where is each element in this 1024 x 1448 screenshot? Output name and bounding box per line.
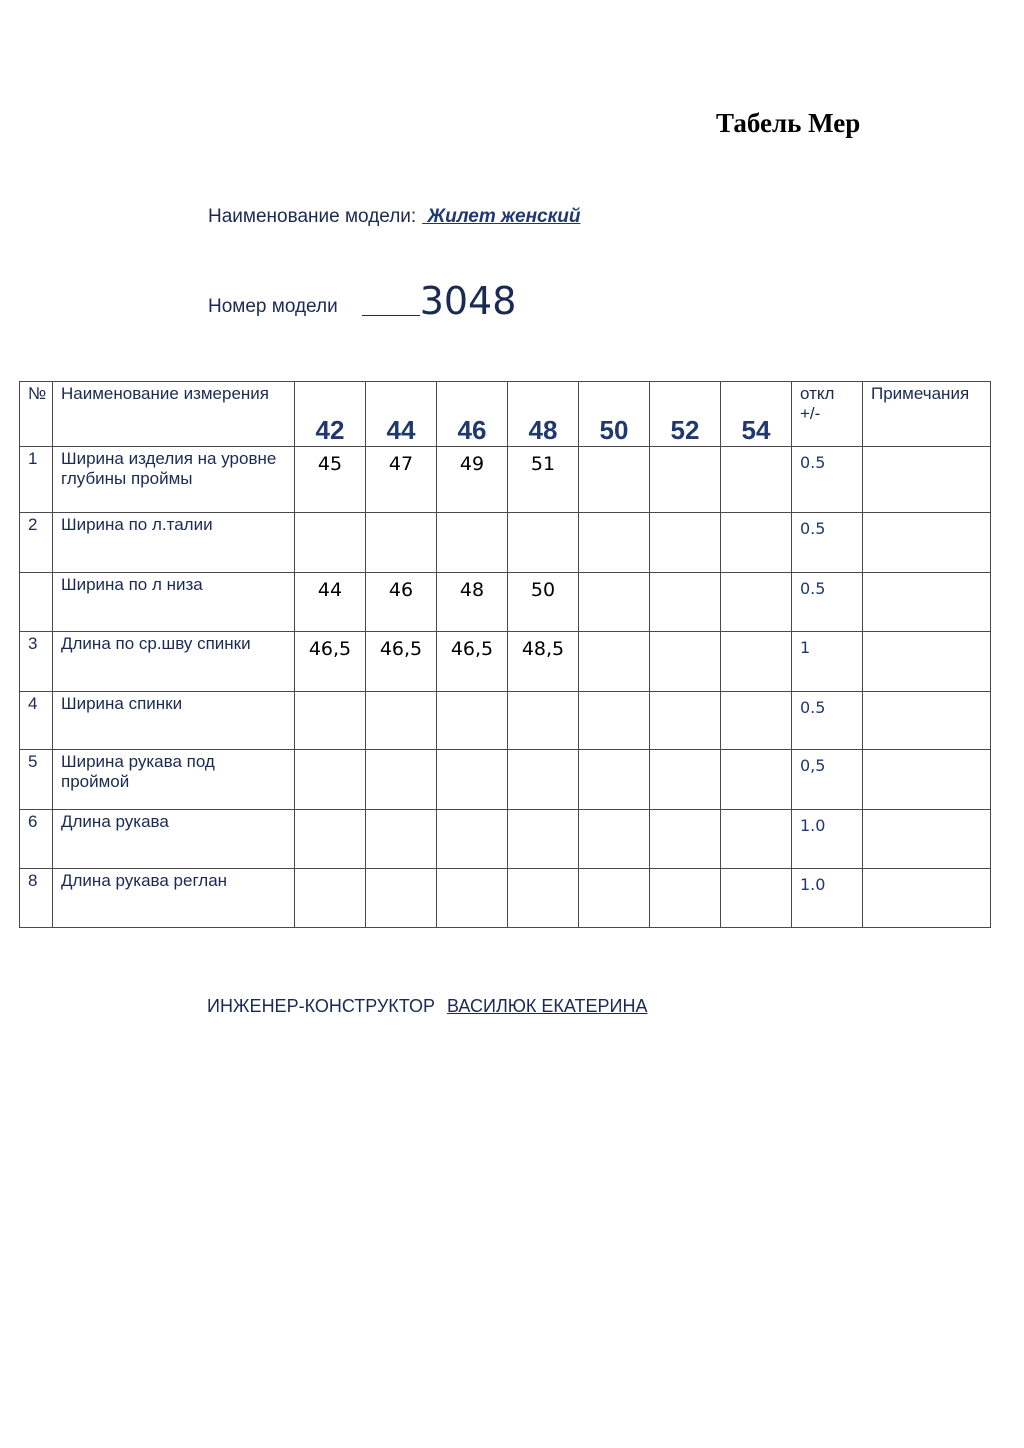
row-size-value <box>508 513 579 573</box>
footer-engineer-name: ВАСИЛЮК ЕКАТЕРИНА <box>446 996 648 1016</box>
model-number-value: 3048 <box>419 279 517 323</box>
row-number: 8 <box>20 869 53 928</box>
model-name-label: Наименование модели: <box>208 206 417 227</box>
footer-signature <box>207 996 647 1017</box>
row-size-value <box>650 632 721 692</box>
row-number: 2 <box>20 513 53 573</box>
row-size-value <box>650 810 721 869</box>
header-size: 44 <box>366 382 437 447</box>
table-row <box>20 869 991 928</box>
table-header-row <box>20 382 991 447</box>
row-size-value <box>650 750 721 810</box>
header-size: 54 <box>721 382 792 447</box>
row-size-value: 48,5 <box>508 632 579 692</box>
table-row <box>20 692 991 750</box>
row-size-value <box>721 573 792 632</box>
row-size-value <box>721 869 792 928</box>
row-size-value <box>579 513 650 573</box>
row-size-value: 46,5 <box>366 632 437 692</box>
model-name-line <box>208 206 580 228</box>
table-row <box>20 632 991 692</box>
row-size-value: 46,5 <box>295 632 366 692</box>
row-tolerance: 1.0 <box>792 810 863 869</box>
row-size-value <box>579 692 650 750</box>
table-row <box>20 810 991 869</box>
model-number-label: Номер модели <box>208 296 338 317</box>
row-notes <box>863 810 991 869</box>
row-notes <box>863 632 991 692</box>
row-size-value <box>295 750 366 810</box>
row-size-value <box>650 573 721 632</box>
row-size-value <box>508 810 579 869</box>
row-size-value <box>437 810 508 869</box>
row-size-value: 46,5 <box>437 632 508 692</box>
row-number: 1 <box>20 447 53 513</box>
row-size-value: 48 <box>437 573 508 632</box>
row-size-value <box>437 692 508 750</box>
row-size-value: 49 <box>437 447 508 513</box>
row-tolerance: 0.5 <box>792 447 863 513</box>
row-size-value: 45 <box>295 447 366 513</box>
row-size-value <box>366 692 437 750</box>
row-size-value <box>295 513 366 573</box>
row-size-value <box>721 750 792 810</box>
header-size: 50 <box>579 382 650 447</box>
document-title: Табель Мер <box>716 108 861 138</box>
row-measurement-name: Длина рукава реглан <box>53 869 295 928</box>
row-size-value <box>366 513 437 573</box>
row-number <box>20 573 53 632</box>
row-size-value <box>721 513 792 573</box>
row-size-value: 46 <box>366 573 437 632</box>
row-size-value <box>579 869 650 928</box>
model-number-underline <box>362 315 420 316</box>
row-notes <box>863 750 991 810</box>
row-notes <box>863 869 991 928</box>
row-size-value <box>721 632 792 692</box>
row-size-value <box>437 750 508 810</box>
row-notes <box>863 692 991 750</box>
row-tolerance: 0.5 <box>792 513 863 573</box>
header-num: № <box>20 382 53 447</box>
row-measurement-name: Ширина рукава под проймой <box>53 750 295 810</box>
row-size-value <box>366 869 437 928</box>
row-size-value <box>437 513 508 573</box>
row-measurement-name: Длина по ср.шву спинки <box>53 632 295 692</box>
header-size: 46 <box>437 382 508 447</box>
model-number-line <box>208 279 517 323</box>
row-size-value <box>579 750 650 810</box>
row-size-value <box>366 750 437 810</box>
row-size-value <box>579 447 650 513</box>
row-notes <box>863 513 991 573</box>
row-tolerance: 1 <box>792 632 863 692</box>
row-size-value <box>295 869 366 928</box>
row-size-value <box>579 810 650 869</box>
row-size-value <box>508 750 579 810</box>
row-number: 4 <box>20 692 53 750</box>
table-row <box>20 513 991 573</box>
row-size-value: 44 <box>295 573 366 632</box>
row-size-value <box>508 692 579 750</box>
row-tolerance: 0.5 <box>792 692 863 750</box>
row-measurement-name: Ширина спинки <box>53 692 295 750</box>
header-tolerance: откл +/- <box>792 382 863 447</box>
row-size-value <box>437 869 508 928</box>
row-size-value: 51 <box>508 447 579 513</box>
row-size-value <box>721 447 792 513</box>
row-notes <box>863 447 991 513</box>
row-size-value <box>366 810 437 869</box>
row-tolerance: 0.5 <box>792 573 863 632</box>
row-size-value <box>650 447 721 513</box>
row-number: 5 <box>20 750 53 810</box>
row-size-value <box>721 692 792 750</box>
row-size-value <box>650 869 721 928</box>
header-size: 52 <box>650 382 721 447</box>
row-size-value <box>721 810 792 869</box>
table-row <box>20 573 991 632</box>
footer-role: ИНЖЕНЕР-КОНСТРУКТОР <box>207 996 435 1016</box>
header-name: Наименование измерения <box>53 382 295 447</box>
row-measurement-name: Ширина изделия на уровне глубины проймы <box>53 447 295 513</box>
table-row <box>20 750 991 810</box>
table-row <box>20 447 991 513</box>
row-tolerance: 0,5 <box>792 750 863 810</box>
row-size-value: 50 <box>508 573 579 632</box>
row-size-value <box>508 869 579 928</box>
row-size-value <box>579 632 650 692</box>
measurements-table <box>19 381 991 928</box>
row-size-value <box>579 573 650 632</box>
row-size-value <box>650 513 721 573</box>
row-number: 3 <box>20 632 53 692</box>
row-size-value: 47 <box>366 447 437 513</box>
header-size: 42 <box>295 382 366 447</box>
row-number: 6 <box>20 810 53 869</box>
model-name-value: Жилет женский <box>422 206 581 227</box>
row-size-value <box>295 810 366 869</box>
row-measurement-name: Ширина по л.талии <box>53 513 295 573</box>
row-tolerance: 1.0 <box>792 869 863 928</box>
row-measurement-name: Длина рукава <box>53 810 295 869</box>
header-size: 48 <box>508 382 579 447</box>
row-size-value <box>295 692 366 750</box>
row-size-value <box>650 692 721 750</box>
row-measurement-name: Ширина по л низа <box>53 573 295 632</box>
header-notes: Примечания <box>863 382 991 447</box>
row-notes <box>863 573 991 632</box>
